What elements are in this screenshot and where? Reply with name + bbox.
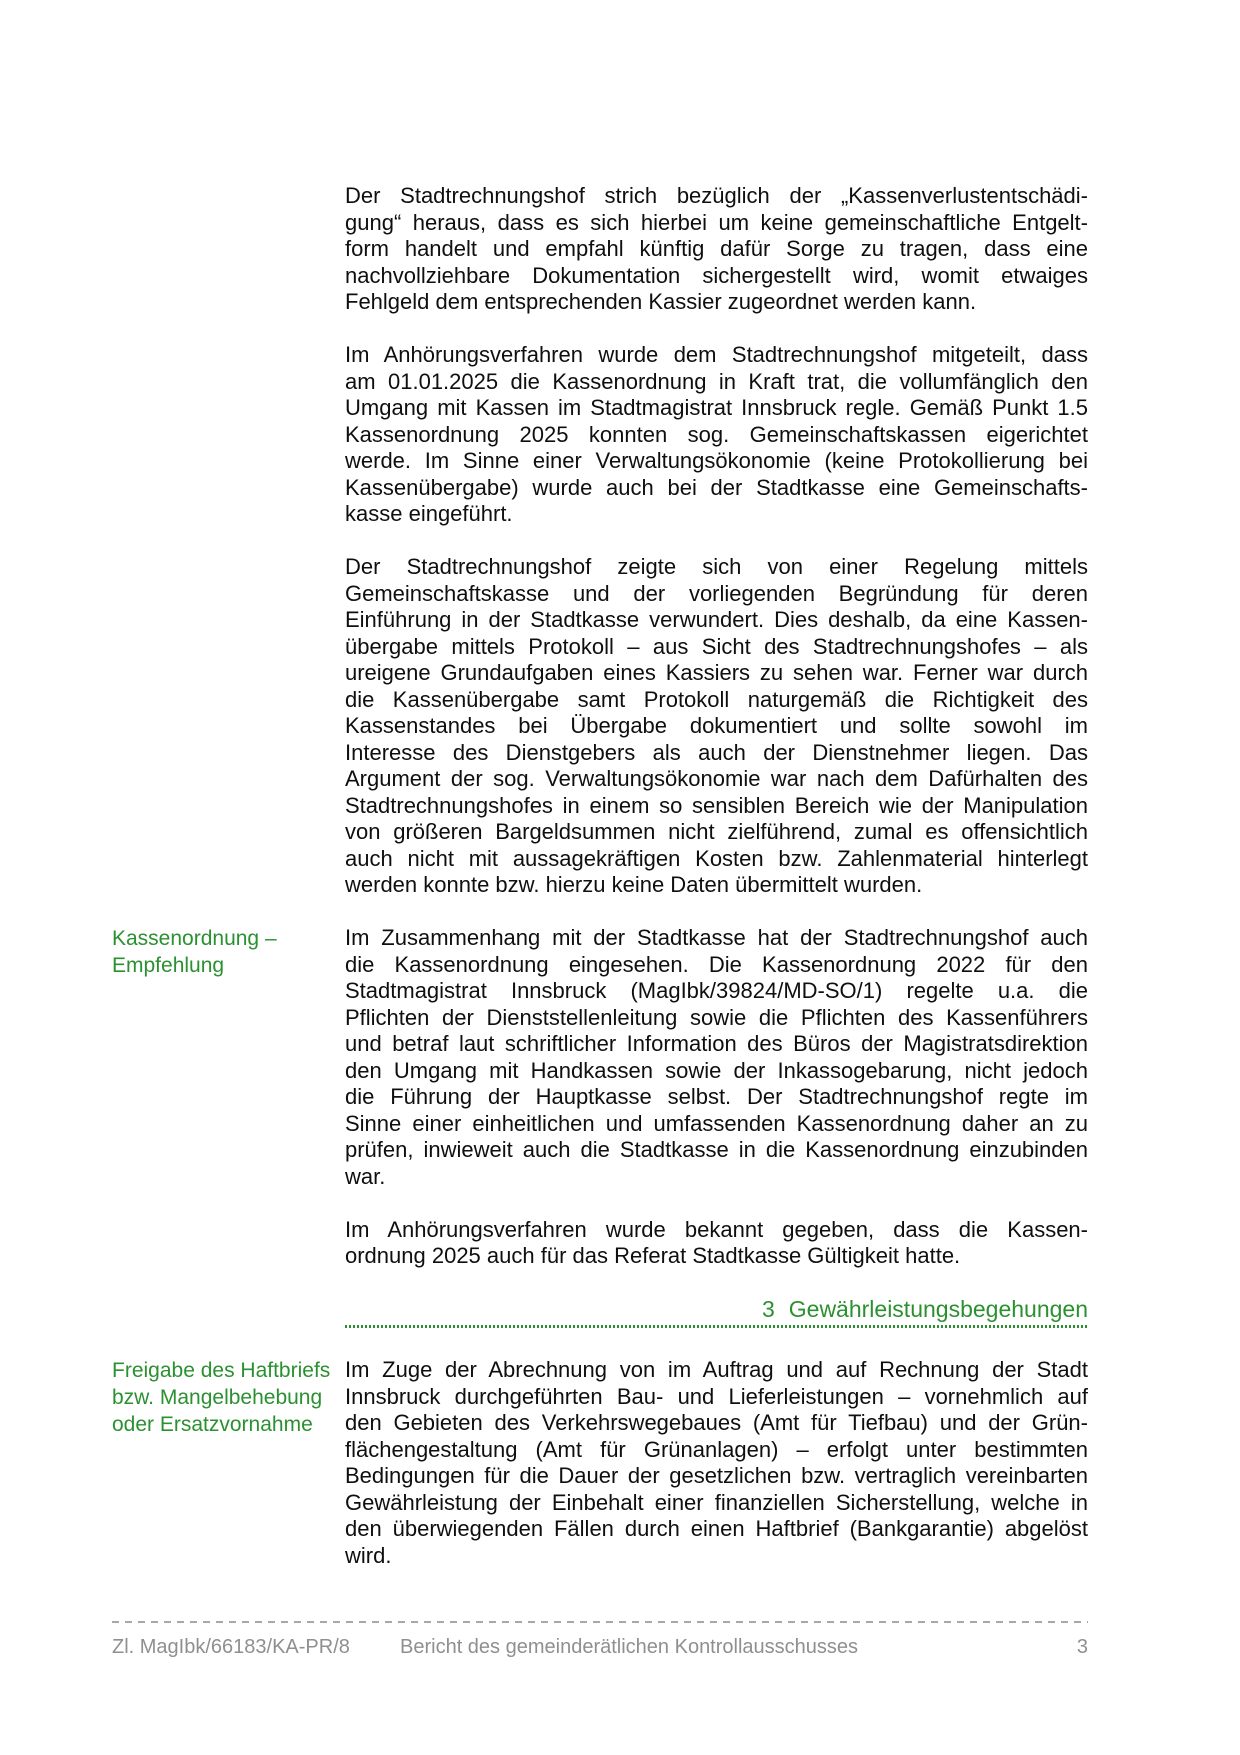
text-line: die Kassenordnung eingesehen. Die Kassenordnung 2022 für den [345,951,1088,977]
paragraph [345,925,1088,1190]
text-line: Kassenstandes bei Übergabe dokumentiert und sollte sowohl im [345,713,1088,738]
paragraph [345,183,1088,316]
text-line: wird. [345,1542,392,1568]
text-line: nachvollziehbare Dokumentation sichergestellt wird, womit etwaiges [345,262,1088,288]
text-line: Umgang mit Kassen im Stadtmagistrat Innsbruck regle. Gemäß Punkt 1.5 [345,395,1088,420]
margin-note-line: oder Ersatzvornahme [112,1413,313,1436]
text-line: den Gebieten des Verkehrswegebaues (Amt für Tiefbau) und der Grün- [345,1410,1088,1435]
page-footer [112,1621,1088,1659]
text-line: Gemeinschaftskasse und der vorliegenden Begründung für deren [345,580,1088,606]
text-line: ureigene Grundaufgaben eines Kassiers zu sehen war. Ferner war durch [345,660,1088,685]
text-line: gung“ heraus, dass es sich hierbei um keine gemeinschaftliche Entgelt- [345,209,1088,235]
text-line: Pflichten der Dienststellenleitung sowie die Pflichten des Kassenführers [345,1004,1088,1030]
section-number: 3 [761,1296,775,1322]
paragraph-block [345,1217,1088,1270]
text-line: Interesse des Dienstgebers als auch der Dienstnehmer liegen. Das [345,739,1088,765]
text-line: Bedingungen für die Dauer der gesetzlichen bzw. vertraglich vereinbarten [345,1463,1088,1488]
text-line: war. [345,1163,386,1189]
text-line: Fehlgeld dem entsprechenden Kassier zugeordnet werden kann. [345,289,977,314]
margin-note-line: Kassenordnung – [112,927,277,950]
text-line: am 01.01.2025 die Kassenordnung in Kraft trat, die vollumfänglich den [345,368,1088,394]
paragraph-block [345,183,1088,316]
text-line: den überwiegenden Fällen durch einen Haftbrief (Bankgarantie) abgelöst [345,1516,1088,1541]
text-line: von größeren Bargeldsummen nicht zielführend, zumal es offensichtlich [345,819,1088,844]
margin-note-line: bzw. Mangelbehebung [112,1386,323,1409]
text-line: Sinne einer einheitlichen und umfassenden Kassenordnung daher an zu [345,1110,1088,1136]
footer-row [112,1635,1088,1659]
text-line: form handelt und empfahl künftig dafür Sorge zu tragen, dass eine [345,236,1088,261]
text-line: auch nicht mit aussagekräftigen Kosten bzw. Zahlenmaterial hinterlegt [345,845,1088,871]
section-heading [345,1296,1088,1328]
text-line: Im Zusammenhang mit der Stadtkasse hat der Stadtrechnungshof auch [345,925,1088,950]
text-line: kasse eingeführt. [345,501,513,526]
paragraph [345,342,1088,528]
text-line: werden konnte bzw. hierzu keine Daten übermittelt wurden. [345,872,923,897]
text-line: Im Anhörungsverfahren wurde bekannt gegeben, dass die Kassen- [345,1216,1088,1242]
text-line: Gewährleistung der Einbehalt einer finanziellen Sicherstellung, welche in [345,1489,1088,1515]
text-line: den Umgang mit Handkassen sowie der Inkassogebarung, nicht jedoch [345,1057,1088,1083]
paragraph [345,1357,1088,1569]
text-line: die Führung der Hauptkasse selbst. Der Stadtrechnungshof regte im [345,1084,1088,1109]
text-line: Innsbruck durchgeführten Bau- und Lieferleistungen – vornehmlich auf [345,1383,1088,1409]
footer-divider [112,1621,1088,1623]
margin-note-line: Empfehlung [112,954,225,977]
footer-reference: Zl. MagIbk/66183/KA-PR/8 [112,1636,350,1658]
text-line: Stadtrechnungshofes in einem so sensiblen Bereich wie der Manipulation [345,792,1088,818]
text-line: und betraf laut schriftlicher Information des Büros der Magistratsdirektion [345,1031,1088,1056]
paragraph-block [112,1357,1088,1569]
text-line: übergabe mittels Protokoll – aus Sicht des Stadtrechnungshofes – als [345,633,1088,659]
text-line: prüfen, inwieweit auch die Stadtkasse in die Kassenordnung einzubinden [345,1137,1088,1162]
margin-note [112,1357,340,1438]
paragraph-block [345,554,1088,899]
paragraph [345,1217,1088,1270]
text-line: Einführung in der Stadtkasse verwundert. Dies deshalb, da eine Kassen- [345,607,1088,632]
text-line: Stadtmagistrat Innsbruck (MagIbk/39824/MD-SO/1) regelte u.a. die [345,978,1088,1003]
margin-note [112,925,340,979]
paragraph-block [345,342,1088,528]
text-line: werde. Im Sinne einer Verwaltungsökonomie (keine Protokollierung bei [345,448,1088,473]
paragraph [345,554,1088,899]
text-line: Im Anhörungsverfahren wurde dem Stadtrechnungshof mitgeteilt, dass [345,342,1088,367]
text-line: ordnung 2025 auch für das Referat Stadtkasse Gültigkeit hatte. [345,1243,961,1268]
section-heading-rule-dotted [345,1325,1088,1328]
text-line: Der Stadtrechnungshof strich bezüglich der „Kassenverlustentschädi- [345,183,1088,208]
text-line: Der Stadtrechnungshof zeigte sich von einer Regelung mittels [345,554,1088,579]
text-line: die Kassenübergabe samt Protokoll naturgemäß die Richtigkeit des [345,686,1088,712]
section-heading-text [345,1296,1088,1323]
text-line: Im Zuge der Abrechnung von im Auftrag und auf Rechnung der Stadt [345,1357,1088,1382]
margin-note-line: Freigabe des Haftbriefs [112,1359,331,1382]
document-body [112,183,1088,1596]
footer-document-title: Bericht des gemeinderätlichen Kontrollausschusses [400,1636,859,1658]
footer-page-number: 3 [1076,1636,1088,1658]
text-line: Kassenordnung 2025 konnten sog. Gemeinschaftskassen eigerichtet [345,421,1088,447]
text-line: Kassenübergabe) wurde auch bei der Stadtkasse eine Gemeinschafts- [345,474,1088,500]
text-line: Argument der sog. Verwaltungsökonomie war nach dem Dafürhalten des [345,766,1088,791]
paragraph-block [112,925,1088,1190]
section-title: Gewährleistungsbegehungen [788,1296,1088,1322]
text-line: flächengestaltung (Amt für Grünanlagen) – erfolgt unter bestimmten [345,1436,1088,1462]
